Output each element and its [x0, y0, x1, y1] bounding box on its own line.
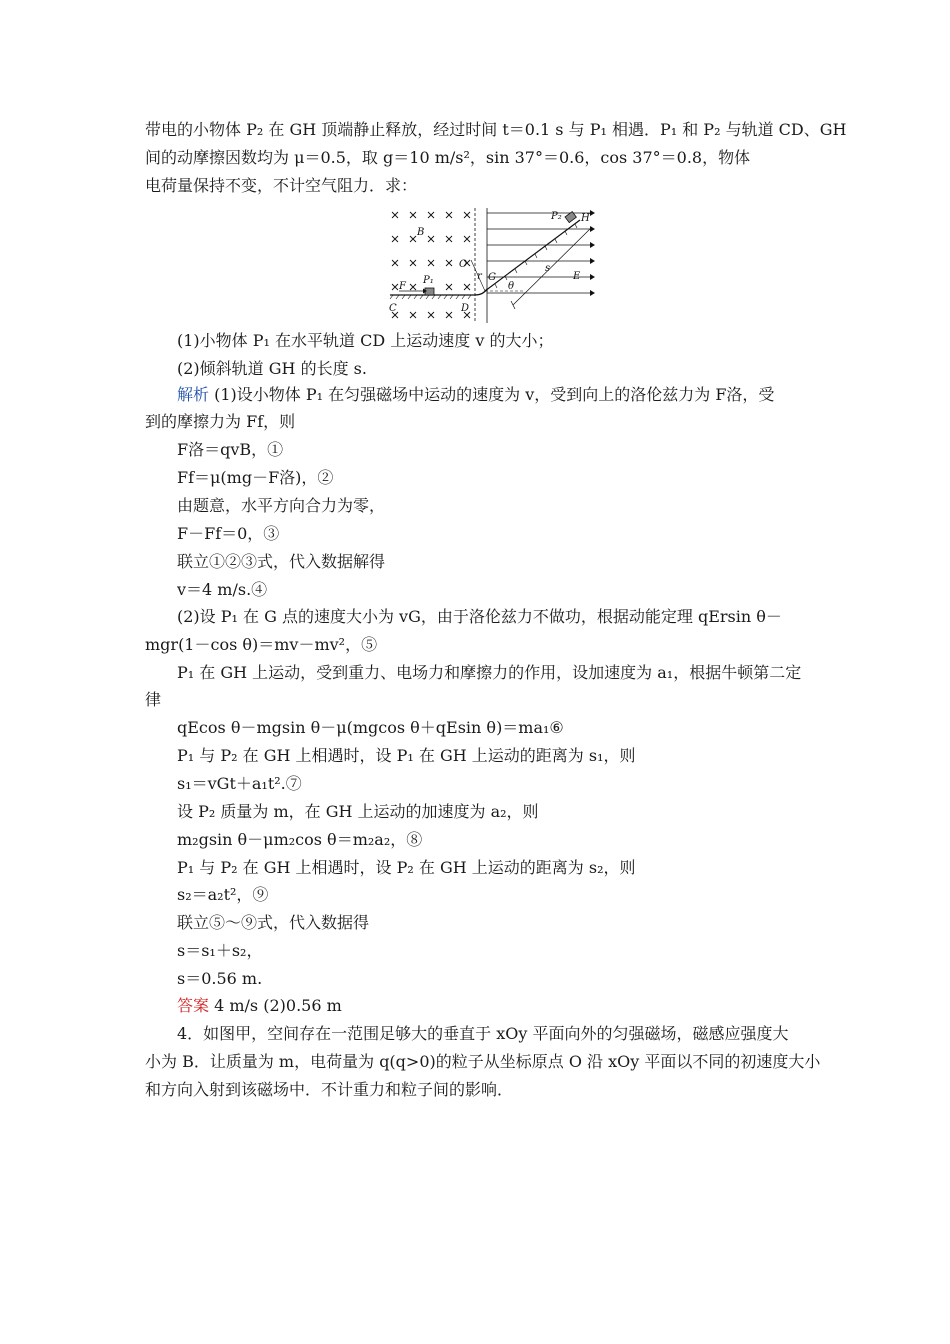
equation-line: s₂＝a₂t²，⑨ [177, 885, 269, 904]
text-line: 到的摩擦力为 Ff，则 [145, 412, 296, 431]
label-G: G [488, 272, 496, 283]
equation-line: s＝s₁＋s₂， [177, 941, 263, 960]
label-F: F [399, 281, 406, 292]
equation-line: m₂gsin θ－μm₂cos θ＝m₂a₂，⑧ [177, 830, 423, 849]
question-2: (2)倾斜轨道 GH 的长度 s. [177, 359, 367, 378]
equation-line: v＝4 m/s.④ [177, 580, 268, 599]
equation-line: mgr(1－cos θ)＝mv－mv²，⑤ [145, 635, 378, 654]
equation-line: F洛＝qvB，① [177, 440, 284, 459]
text-line: 律 [145, 690, 162, 709]
equation-line: s₁＝vGt＋a₁t².⑦ [177, 774, 302, 793]
label-theta: θ [508, 281, 515, 292]
text-line: 由题意，水平方向合力为零， [177, 496, 386, 515]
problem-4-line: 4．如图甲，空间存在一范围足够大的垂直于 xOy 平面向外的匀强磁场，磁感应强度大 [177, 1024, 789, 1043]
label-C: C [389, 303, 397, 314]
answer-line [177, 995, 342, 1017]
text-line: 电荷量保持不变，不计空气阻力．求： [145, 176, 418, 195]
physics-figure [385, 205, 595, 325]
label-B: B [417, 227, 425, 238]
label-P1: P₁ [423, 275, 434, 286]
text-line: P₁ 在 GH 上运动，受到重力、电场力和摩擦力的作用，设加速度为 a₁，根据牛顿第二定 [177, 663, 802, 682]
answer-tag: 答案 [177, 996, 210, 1015]
text-line: (2)设 P₁ 在 G 点的速度大小为 vG，由于洛伦兹力不做功，根据动能定理 qErsin θ－ [177, 607, 782, 626]
answer-text: 4 m/s (2)0.56 m [209, 996, 342, 1015]
label-O: O [459, 259, 468, 270]
label-E: E [573, 271, 581, 282]
text-line: P₁ 与 P₂ 在 GH 上相遇时，设 P₁ 在 GH 上运动的距离为 s₁，则 [177, 746, 636, 765]
equation-line: qEcos θ－mgsin θ－μ(mgcos θ＋qEsin θ)＝ma₁⑥ [177, 718, 564, 737]
question-1: (1)小物体 P₁ 在水平轨道 CD 上运动速度 v 的大小； [177, 331, 554, 350]
solution-text: (1)设小物体 P₁ 在匀强磁场中运动的速度为 v，受到向上的洛伦兹力为 F洛，受 [209, 385, 775, 404]
solution-tag: 解析 [177, 385, 210, 404]
problem-4-line: 小为 B．让质量为 m，电荷量为 q(q>0)的粒子从坐标原点 O 沿 xOy 平面以不同的初速度大小 [145, 1052, 821, 1071]
text-line: 间的动摩擦因数均为 μ＝0.5，取 g＝10 m/s²，sin 37°＝0.6，cos 37°＝0.8，物体 [145, 148, 751, 167]
label-s: s [545, 263, 551, 274]
label-P2: P₂ [551, 211, 562, 222]
solution-line [177, 384, 774, 406]
label-H: H [581, 213, 590, 224]
problem-4-line: 和方向入射到该磁场中．不计重力和粒子间的影响． [145, 1080, 514, 1099]
text-line: 联立①②③式，代入数据解得 [177, 552, 386, 571]
text-line: 设 P₂ 质量为 m，在 GH 上运动的加速度为 a₂，则 [177, 802, 539, 821]
equation-line: Ff＝μ(mg－F洛)，② [177, 468, 334, 487]
equation-line: s＝0.56 m. [177, 969, 263, 988]
text-line: 带电的小物体 P₂ 在 GH 顶端静止释放，经过时间 t＝0.1 s 与 P₁ 相遇．P₁ 和 P₂ 与轨道 CD、GH [145, 120, 847, 139]
label-r: r [477, 271, 482, 282]
equation-line: F－Ff＝0，③ [177, 524, 280, 543]
label-D: D [461, 303, 470, 314]
block-p1 [425, 288, 434, 295]
text-line: 联立⑤～⑨式，代入数据得 [177, 913, 370, 932]
text-line: P₁ 与 P₂ 在 GH 上相遇时，设 P₂ 在 GH 上运动的距离为 s₂，则 [177, 858, 636, 877]
